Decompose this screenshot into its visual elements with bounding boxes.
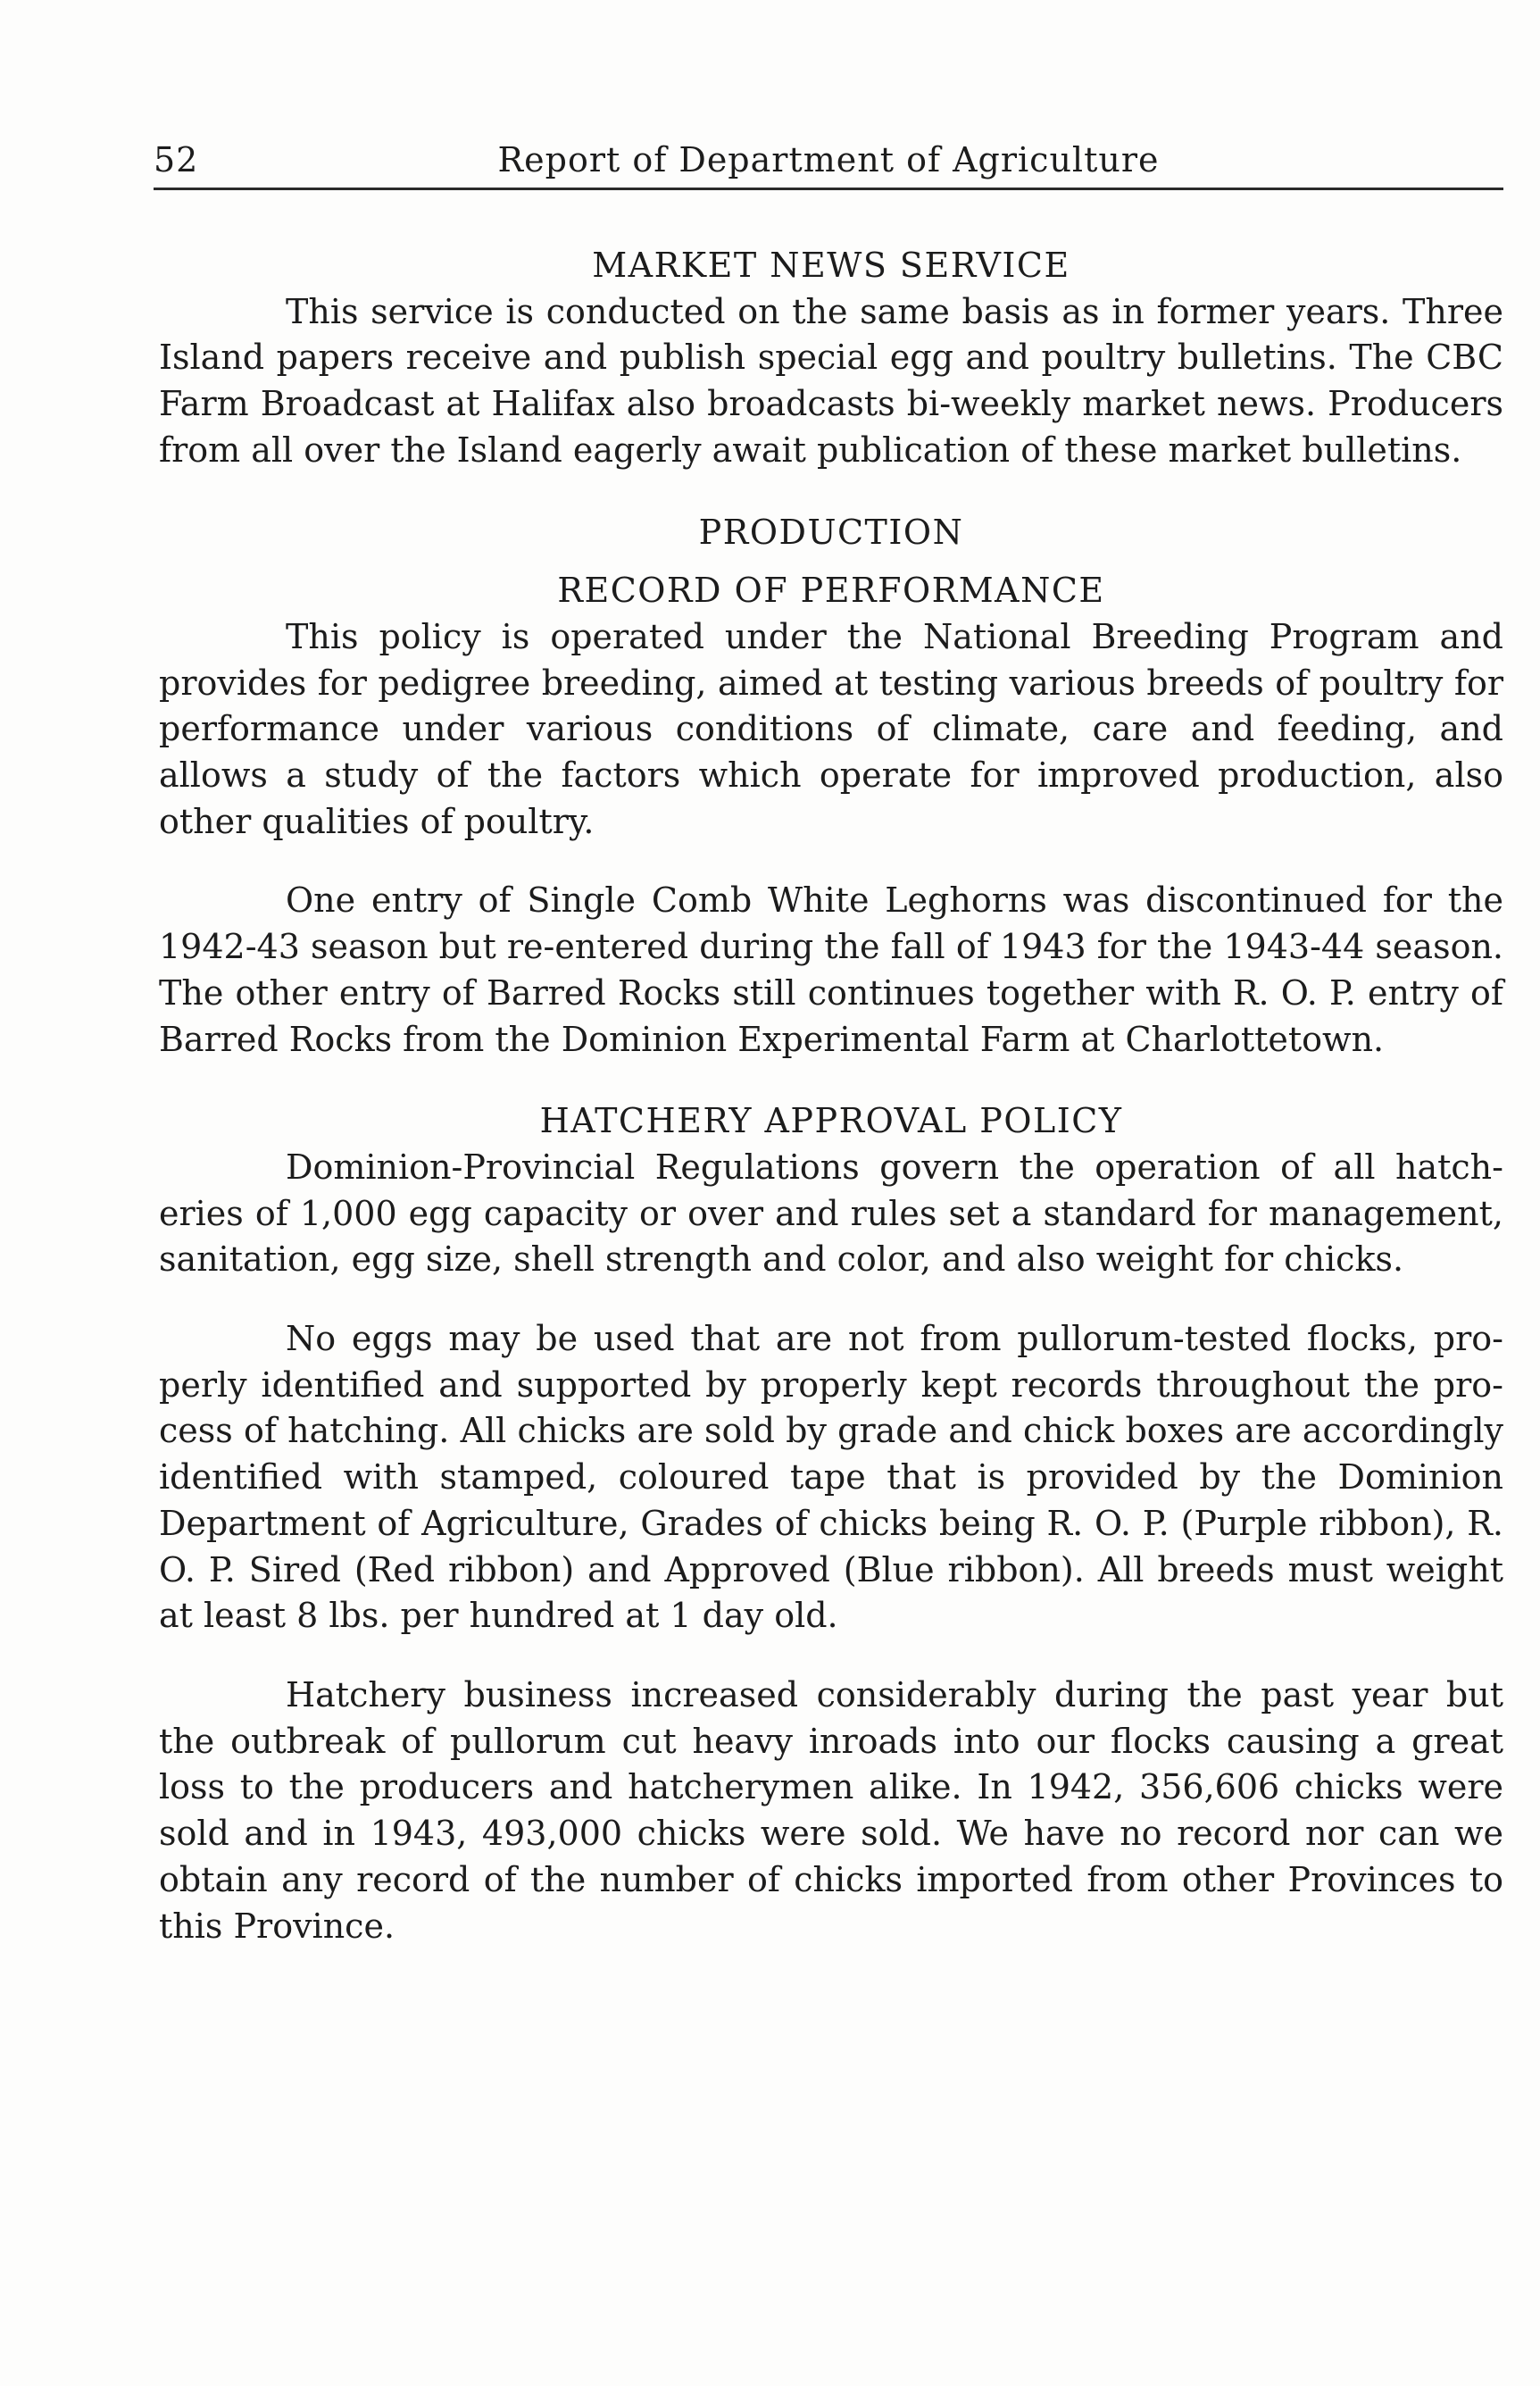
paragraph: This policy is operated under the National Breeding Program and provides for pedigree breeding, aimed at testing various breeds of poultry for performance under various conditions of climate, care and feeding, and allows a study of the factors which operate for improved production, also other qualities of poultry.: [159, 616, 1503, 841]
section-heading: HATCHERY APPROVAL POLICY: [539, 1101, 1123, 1141]
page-number: 52: [154, 140, 199, 179]
running-title: Report of Department of Agriculture: [497, 140, 1160, 179]
section-hatchery-approval-policy: [159, 1098, 1503, 1949]
section-subheading: RECORD OF PERFORMANCE: [557, 571, 1105, 611]
paragraph: Hatchery business increased considerably during the past year but the outbreak of pullorum cut heavy inroads into our flocks causing a great loss to the producers and hatcherymen alike. In 1942, 356,606 chicks were sold and in 1943, 493,000 chicks were sold. We have no record nor can we obtain any record of the number of chicks imported from other Provinces to this Province.: [159, 1674, 1503, 1946]
running-header: [154, 132, 1503, 190]
page-body: [159, 243, 1503, 1949]
section-heading: MARKET NEWS SERVICE: [592, 246, 1070, 285]
section-heading: PRODUCTION: [698, 512, 964, 552]
paragraph: Dominion-Provincial Regulations govern the operation of all hatcheries of 1,000 egg capacity or over and rules set a standard for management, sanitation, egg size, shell strength and color, and also weight for chicks.: [159, 1147, 1503, 1280]
paragraph: This service is conducted on the same basis as in former years. Three Island papers receive and publish special egg and poultry bulletins. The CBC Farm Broadcast at Halifax also broadcasts bi-weekly market news. Producers from all over the Island eagerly await publication of these market bulletins.: [159, 291, 1503, 470]
paragraph: One entry of Single Comb White Leghorns was discontinued for the 1942-43 season but re-entered during the fall of 1943 for the 1943-44 season. The other entry of Barred Rocks still continues together with R. O. P. entry of Barred Rocks from the Dominion Experimental Farm at Charlottetown.: [159, 880, 1503, 1059]
section-market-news-service: [159, 243, 1503, 474]
paragraph: No eggs may be used that are not from pullorum-tested flocks, properly identified and supported by properly kept records throughout the process of hatching. All chicks are sold by grade and chick boxes are accordingly identified with stamped, coloured tape that is provided by the Dominion Department of Agriculture, Grades of chicks being R. O. P. (Purple ribbon), R. O. P. Sired (Red ribbon) and Approved (Blue ribbon). All breeds must weight at least 8 lbs. per hundred at 1 day old.: [159, 1319, 1503, 1636]
section-production: [159, 510, 1503, 1064]
